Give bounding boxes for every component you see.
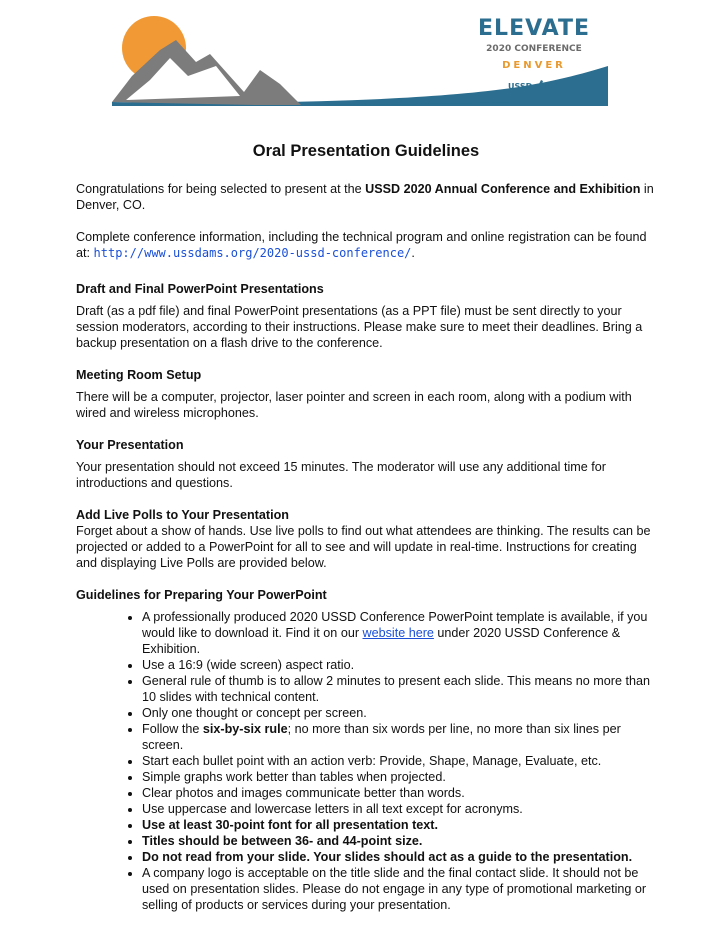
list-item: • Use at least 30-point font for all presentation text. [142, 817, 656, 833]
info-end: . [411, 246, 415, 260]
list-item: • Titles should be between 36- and 44-point size. [142, 833, 656, 849]
list-item [142, 721, 656, 753]
section-heading-draft: Draft and Final PowerPoint Presentations [76, 282, 324, 296]
info-text: Complete conference information, including the technical program and online registration can be found at: [76, 230, 647, 260]
section-body-polls: Forget about a show of hands. Use live polls to find out what attendees are thinking. The results can be projected or added to a PowerPoint for all to see and will update in real-time. Instructions for creating and displaying Live Polls are provided below. [76, 524, 651, 570]
list-item: • Do not read from your slide. Your slides should act as a guide to the presentation. [142, 849, 656, 865]
website-link[interactable]: website here [362, 626, 434, 640]
section-body-presentation: Your presentation should not exceed 15 minutes. The moderator will use any additional time for introductions and questions. [76, 460, 606, 490]
brand-title: ELEVATE [478, 16, 590, 41]
intro-paragraph [76, 181, 656, 213]
brand-subtitle: 2020 CONFERENCE [486, 44, 582, 54]
org-name: USSD [508, 81, 533, 91]
section-heading-guidelines: Guidelines for Preparing Your PowerPoint [76, 588, 327, 602]
page-title: Oral Presentation Guidelines [252, 142, 480, 160]
org-logo [508, 80, 568, 92]
list-item: • Use a 16:9 (wide screen) aspect ratio. [142, 657, 656, 673]
list-item: • A company logo is acceptable on the title slide and the final contact slide. It should not be used on presentation slides. Please do not engage in any type of promotional marketing or selling of products or services during your presentation. [142, 865, 656, 913]
list-item-text: Follow the [142, 722, 203, 736]
intro-text-end: in Denver, CO. [76, 182, 654, 212]
list-item: • Clear photos and images communicate better than words. [142, 785, 656, 801]
document-body [76, 143, 656, 913]
thumb-icon [535, 80, 547, 92]
list-item: • Only one thought or concept per screen. [142, 705, 656, 721]
section-heading-polls: Add Live Polls to Your Presentation [76, 508, 289, 522]
list-item: • Start each bullet point with an action verb: Provide, Shape, Manage, Evaluate, etc. [142, 753, 656, 769]
info-paragraph [76, 229, 656, 261]
list-item-text: A professionally produced 2020 USSD Conference PowerPoint template is available, if you would like to download it. Find it on our [142, 610, 648, 640]
conference-link[interactable]: http://www.ussdams.org/2020-ussd-conference/ [93, 246, 412, 260]
section-heading-presentation: Your Presentation [76, 438, 184, 452]
list-item: • Simple graphs work better than tables when projected. [142, 769, 656, 785]
list-item [142, 609, 656, 657]
conference-name: USSD 2020 Annual Conference and Exhibition [365, 182, 641, 196]
guidelines-list [76, 609, 656, 913]
list-item: • General rule of thumb is to allow 2 minutes to present each slide. This means no more than 10 slides with technical content. [142, 673, 656, 705]
list-item: • Use uppercase and lowercase letters in all text except for acronyms. [142, 801, 656, 817]
six-by-six-rule: six-by-six rule [202, 722, 288, 736]
intro-text: Congratulations for being selected to present at the [76, 182, 366, 196]
list-item-text: ; no more than six words per line, no more than six lines per screen. [142, 722, 621, 752]
section-heading-room: Meeting Room Setup [76, 368, 202, 382]
section-body-room: There will be a computer, projector, laser pointer and screen in each room, along with a podium with wired and wireless microphones. [76, 390, 632, 420]
list-item-text: under 2020 USSD Conference & Exhibition. [142, 626, 621, 656]
section-body-draft: Draft (as a pdf file) and final PowerPoint presentations (as a PPT file) must be sent directly to your session moderators, according to their instructions. Please make sure to meet their deadlines. Bring a backup presentation on a flash drive to the conference. [76, 304, 643, 350]
brand-city: DENVER [502, 60, 566, 71]
